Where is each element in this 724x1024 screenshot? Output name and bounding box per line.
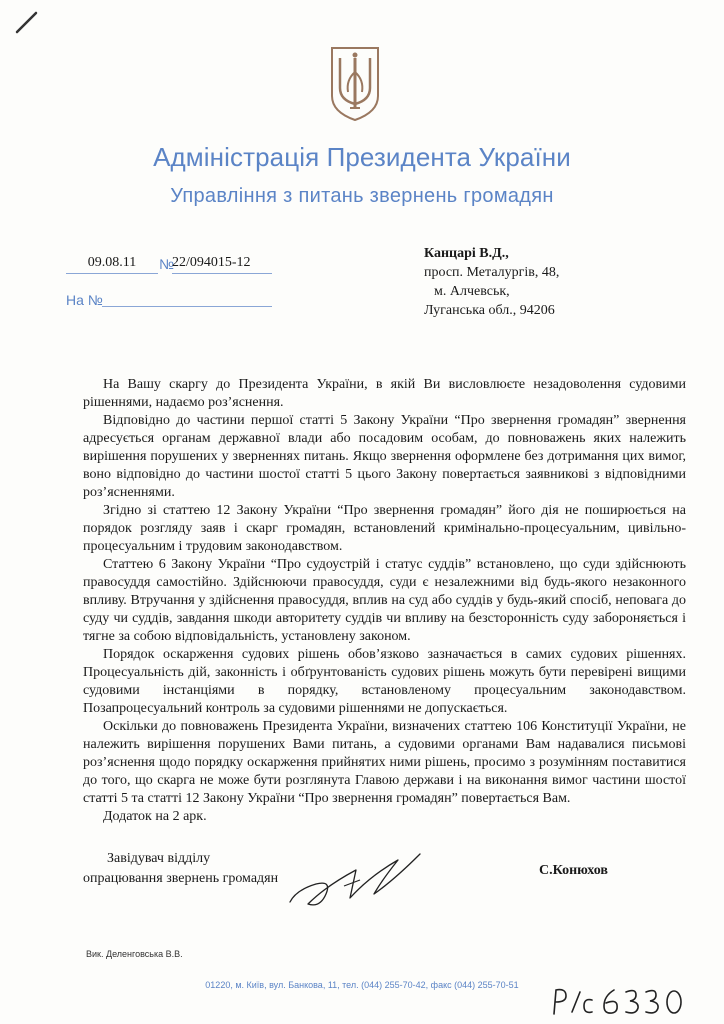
- body-paragraph: На Вашу скаргу до Президента України, в якій Ви висловлюєте незадоволення судовими рішеннями, надаємо роз’яснення.: [83, 377, 686, 410]
- executor-name: Вик. Деленговська В.В.: [86, 949, 183, 959]
- outgoing-date: 09.08.11: [66, 255, 158, 274]
- handwritten-registration-note: [548, 984, 688, 1018]
- recipient-address: [424, 244, 559, 320]
- recipient-name: Канцарі В.Д.,: [424, 246, 509, 261]
- recipient-region: Луганська обл., 94206: [424, 303, 555, 318]
- letterhead-footer: 01220, м. Київ, вул. Банкова, 11, тел. (044) 255-70-42, факс (044) 255-70-51: [205, 980, 519, 990]
- recipient-city: м. Алчевськ,: [434, 284, 510, 299]
- reply-to-number: [102, 290, 272, 307]
- organization-title: Адміністрація Президента України: [153, 142, 571, 172]
- body-paragraph: Відповідно до частини першої статті 5 Закону України “Про звернення громадян” звернення адресується органам державної влади або посадовим особам, до повноважень яких належить вирішення порушених у зверненнях питань. Якщо звернення оформлене без дотримання цих вимог, воно відповідно до частини шостої статті 5 цього Закону повертається заявникові з відповідними роз’ясненнями.: [83, 413, 686, 500]
- body-paragraph: Оскільки до повноважень Президента України, визначених статтею 106 Конституції України, не належить вирішення порушених Вами питань, а судовими органами Вам надавалися письмові роз’яснення щодо порядку оскарження прийнятих ними рішень, просимо з розумінням поставитися до того, що скарга не може бути розглянута Главою держави і на виконання вимог частини шостої статті 5 та статті 12 Закону України “Про звернення громадян” повертається Вам.: [83, 719, 686, 806]
- attachment-note: Додаток на 2 арк.: [103, 809, 207, 824]
- signatory-title-line: Завідувач відділу: [107, 851, 211, 866]
- recipient-street: просп. Металургів, 48,: [424, 265, 560, 280]
- handwritten-check-mark: [14, 10, 40, 36]
- number-sign: №: [159, 256, 175, 272]
- department-title: Управління з питань звернень громадян: [170, 185, 554, 207]
- trident-emblem-icon: [328, 44, 382, 122]
- handwritten-signature: [286, 850, 426, 912]
- body-paragraph: Згідно зі статтею 12 Закону України “Про звернення громадян” його дія не поширюється на порядок розгляду заяв і скарг громадян, встановлений кримінально-процесуальним, цивільно-процесуальним і трудовим законодавством.: [83, 503, 686, 554]
- signatory-title-line: опрацювання звернень громадян: [83, 871, 279, 886]
- outgoing-number: 22/094015-12: [172, 255, 272, 274]
- reply-to-label: На №: [66, 292, 103, 308]
- signatory-name: С.Конюхов: [539, 863, 608, 878]
- body-paragraph: Порядок оскарження судових рішень обов’язково зазначається в самих судових рішеннях. Процесуальність дій, законність і обґрунтованість судових рішень можуть бути перевірені вищими судовими інстанціями в порядку, встановленому процесуальним законодавством. Позапроцесуальний контроль за судовими рішеннями не допускається.: [83, 647, 686, 716]
- body-paragraph: Статтею 6 Закону України “Про судоустрій і статус суддів” встановлено, що суди здійснюють правосуддя самостійно. Здійснюючи правосуддя, суди є незалежними від будь-якого незаконного впливу. Втручання у здійснення правосуддя, вплив на суд або суддів у будь-який спосіб, неповага до суду чи суддів, завдання шкоди авторитету суддів чи впливу на безсторонність суду забороняється і тягне за собою відповідальність, установлену законом.: [83, 557, 686, 644]
- letter-body: [83, 376, 686, 826]
- signatory-title: [83, 849, 278, 889]
